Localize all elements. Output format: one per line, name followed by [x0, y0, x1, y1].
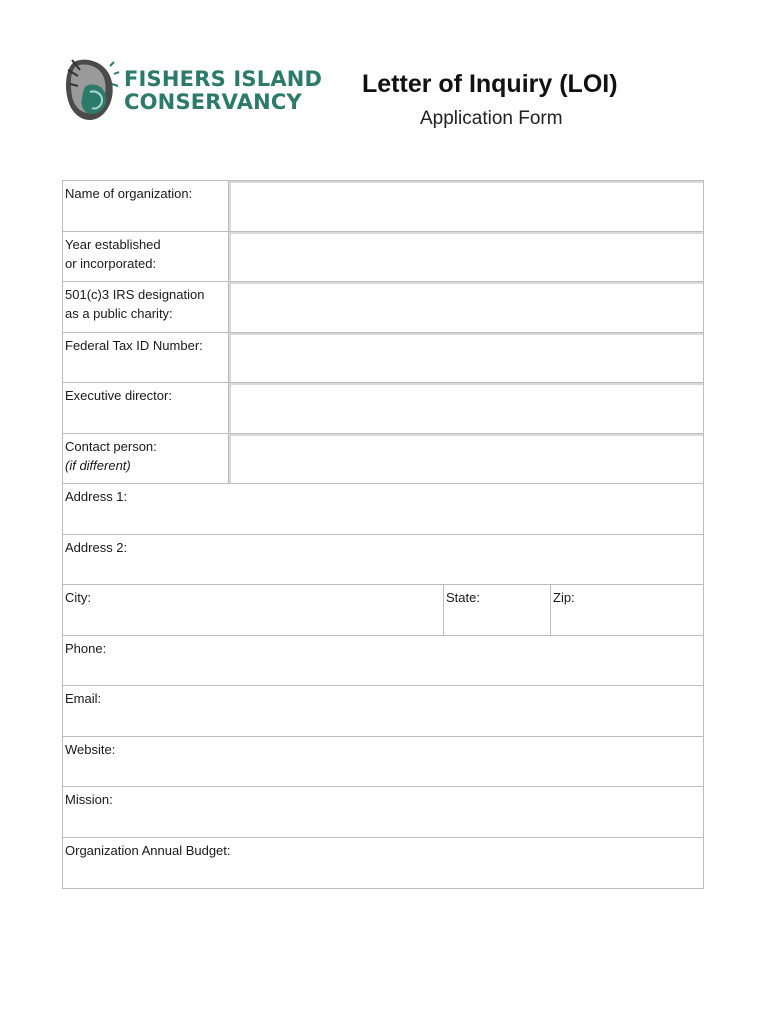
page-title: Letter of Inquiry (LOI) [362, 70, 618, 98]
label-contact-person [63, 434, 229, 484]
label-year-established [63, 232, 229, 282]
form-row-irs-designation [63, 282, 703, 333]
field-contact-person[interactable] [229, 434, 703, 484]
field-tax-id[interactable] [229, 333, 703, 383]
page-subtitle: Application Form [420, 108, 563, 129]
label-executive-director: Executive director: [63, 383, 229, 433]
field-zip[interactable] [551, 585, 703, 635]
label-year-line-2: or incorporated: [65, 255, 157, 271]
form-row-phone[interactable] [63, 636, 703, 687]
form-row-organization-name [63, 181, 703, 232]
form-row-email[interactable] [63, 686, 703, 737]
logo-wordmark [124, 68, 322, 114]
form-row-address-2[interactable] [63, 535, 703, 586]
label-address-1: Address 1: [65, 489, 128, 504]
oyster-icon [64, 56, 120, 124]
label-email: Email: [65, 691, 102, 706]
label-irs-designation [63, 282, 229, 332]
label-phone: Phone: [65, 640, 107, 656]
field-year-established[interactable] [229, 232, 703, 282]
label-address-2: Address 2: [65, 539, 128, 555]
form-row-mission[interactable] [63, 787, 703, 838]
label-irs-line-2: as a public charity: [65, 306, 173, 321]
label-mission: Mission: [65, 792, 113, 807]
form-row-website[interactable] [63, 737, 703, 788]
field-organization-name[interactable] [229, 181, 703, 231]
label-irs-line-1: 501(c)3 IRS designation [65, 287, 205, 302]
logo-line-1: FISHERS ISLAND [124, 67, 323, 91]
label-annual-budget: Organization Annual Budget: [65, 842, 231, 858]
field-city[interactable] [63, 585, 444, 635]
label-year-line-1: Year established [65, 236, 161, 252]
application-form [62, 180, 704, 889]
field-executive-director[interactable] [229, 383, 703, 433]
label-contact-line-1: Contact person: [65, 438, 157, 454]
label-website: Website: [65, 741, 116, 757]
form-row-year-established [63, 232, 703, 283]
form-row-annual-budget[interactable] [63, 838, 703, 889]
label-zip: Zip: [553, 590, 575, 605]
label-tax-id: Federal Tax ID Number: [63, 333, 229, 383]
form-row-contact-person [63, 434, 703, 485]
label-state: State: [446, 590, 480, 605]
form-row-executive-director [63, 383, 703, 434]
form-row-tax-id [63, 333, 703, 384]
form-row-address-1[interactable] [63, 484, 703, 535]
field-state[interactable] [444, 585, 551, 635]
organization-logo [64, 56, 323, 126]
label-organization-name: Name of organization: [63, 181, 229, 231]
label-contact-note: (if different) [65, 457, 131, 473]
field-irs-designation[interactable] [229, 282, 703, 332]
logo-line-2: CONSERVANCY [124, 90, 302, 114]
form-row-city-state-zip [63, 585, 703, 636]
label-city: City: [65, 590, 91, 605]
